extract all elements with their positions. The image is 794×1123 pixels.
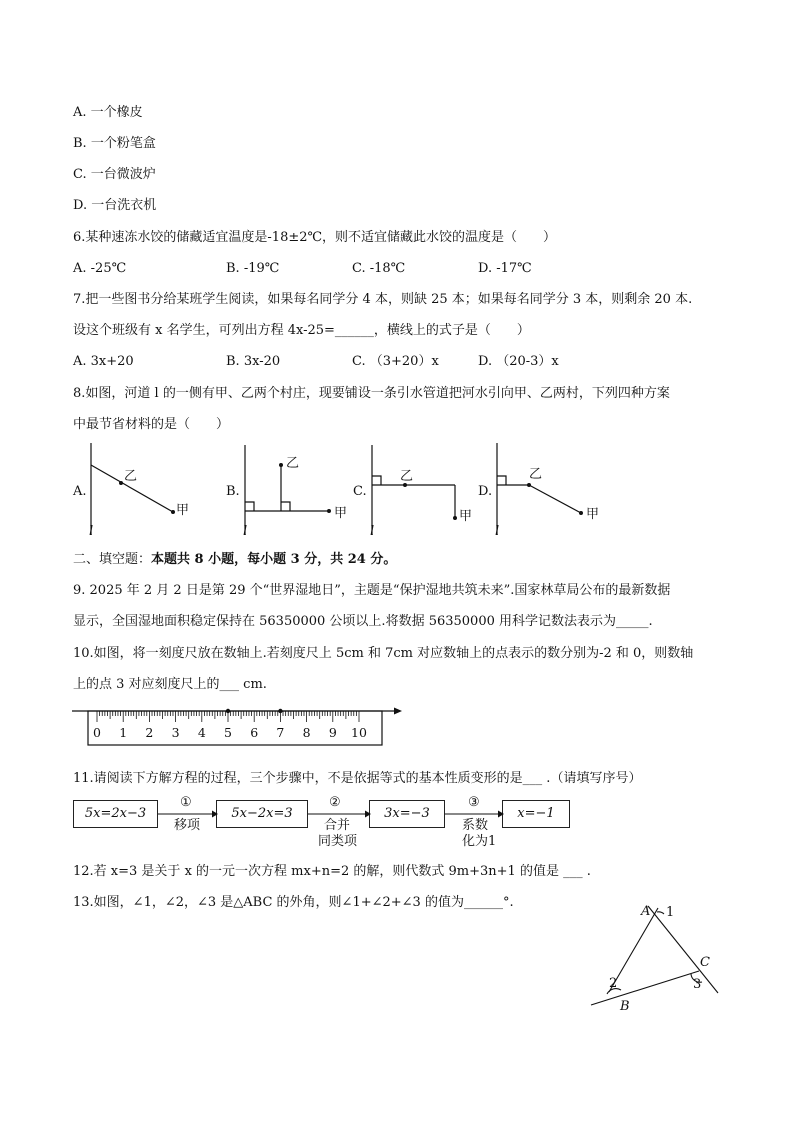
axis-point [226, 709, 230, 713]
step3-number: ③ [468, 795, 480, 810]
q8-figures [0, 440, 794, 540]
equation-box-3: 3x=−3 [369, 800, 445, 828]
angle-2-label: 2 [609, 976, 618, 991]
equation-box-2: 5x−2x=3 [216, 800, 308, 828]
q7-stem-line2: 设这个班级有 x 名学生，可列出方程 4x-25=______，横线上的式子是（ ） [73, 323, 530, 338]
ruler-number: 6 [250, 725, 259, 740]
ruler-number: 8 [302, 725, 311, 740]
q11-arrows [0, 800, 794, 830]
ruler-number: 1 [119, 725, 128, 740]
q6-stem: 6.某种速冻水饺的储藏适宜温度是-18±2℃，则不适宜储藏此水饺的温度是（ ） [73, 230, 557, 245]
ruler-number: 2 [145, 725, 154, 740]
step2-label-line2: 同类项 [318, 834, 358, 849]
q8-stem-line2: 中最节省材料的是（ ） [73, 417, 230, 432]
fig-b-jia: 甲 [334, 506, 348, 521]
fig-a-river-label: l [89, 524, 94, 539]
q13-stem: 13.如图，∠1，∠2，∠3 是△ABC 的外角，则∠1+∠2+∠3 的值为______°. [73, 895, 514, 910]
ruler-number: 5 [224, 725, 232, 740]
q9-stem-line2: 显示，全国湿地面积稳定保持在 56350000 公顷以上.将数据 56350000 用科学记数法表示为_____. [73, 614, 653, 629]
fig-d-river-label: l [495, 524, 500, 539]
fig-a-letter: A. [73, 484, 87, 499]
q9-stem-line1: 9. 2025 年 2 月 2 日是第 29 个“世界湿地日”，主题是“保护湿地共筑未来”.国家林草局公布的最新数据 [73, 583, 671, 598]
angle-1-label: 1 [666, 905, 675, 920]
section-title-label: 二、填空题： [73, 552, 152, 567]
step1-number: ① [180, 795, 192, 810]
step2-label-line1: 合并 [324, 818, 351, 833]
q10-stem-line1: 10.如图，将一刻度尺放在数轴上.若刻度尺上 5cm 和 7cm 对应数轴上的点表示的数分别为-2 和 0，则数轴 [73, 646, 694, 661]
equation-box-1: 5x=2x−3 [73, 800, 158, 828]
vertex-b-label: B [620, 999, 630, 1014]
q5-option-d: D. 一台洗衣机 [73, 198, 157, 213]
fig-d-yi: 乙 [529, 467, 543, 482]
axis-arrow [394, 708, 402, 715]
q7-option-a: A. 3x+20 [73, 354, 134, 369]
fig-b-yi: 乙 [286, 456, 300, 471]
q12-stem: 12.若 x=3 是关于 x 的一元一次方程 mx+n=2 的解，则代数式 9m+3n+1 的值是 ___ . [73, 864, 591, 879]
q13-triangle-figure [585, 898, 735, 1018]
fig-c-yi: 乙 [400, 469, 414, 484]
step3-label-line2: 化为1 [462, 834, 497, 849]
equation-box-4: x=−1 [502, 800, 570, 828]
angle-3-label: 3 [693, 977, 702, 992]
ruler-number: 7 [276, 725, 285, 740]
section-title-desc: 本题共 8 小题，每小题 3 分，共 24 分。 [151, 552, 397, 567]
ruler-body [88, 711, 382, 745]
q8-stem-line1: 8.如图，河道 l 的一侧有甲、乙两个村庄，现要铺设一条引水管道把河水引向甲、乙两村，下列四种方案 [73, 386, 670, 401]
ruler-number: 9 [328, 725, 337, 740]
step1-label: 移项 [174, 818, 201, 833]
q7-stem-line1: 7.把一些图书分给某班学生阅读，如果每名同学分 4 本，则缺 25 本；如果每名同学分 3 本，则剩余 20 本. [73, 292, 693, 307]
fig-a-jia: 甲 [176, 503, 190, 518]
q11-stem: 11.请阅读下方解方程的过程，三个步骤中，不是依据等式的基本性质变形的是___ .（请填写序号） [73, 771, 642, 786]
axis-point [278, 709, 282, 713]
q7-option-b: B. 3x-20 [226, 354, 281, 369]
ruler-number: 3 [171, 725, 180, 740]
vertex-c-label: C [700, 955, 710, 970]
fig-b-river-label: l [243, 524, 248, 539]
ruler-number: 4 [197, 725, 206, 740]
q6-option-d: D. -17℃ [478, 261, 532, 276]
fig-c-letter: C. [353, 484, 367, 499]
q5-option-c: C. 一台微波炉 [73, 167, 156, 182]
ruler-number: 10 [351, 725, 367, 740]
fig-d-jia: 甲 [586, 507, 600, 522]
step2-number: ② [329, 795, 341, 810]
step3-label-line1: 系数 [462, 818, 489, 833]
fig-a-yi: 乙 [124, 469, 138, 484]
q6-option-a: A. -25℃ [73, 261, 127, 276]
fig-c-jia: 甲 [459, 509, 473, 524]
q6-option-b: B. -19℃ [226, 261, 280, 276]
q6-option-c: C. -18℃ [352, 261, 406, 276]
ruler-number: 0 [93, 725, 101, 740]
q7-option-c: C. （3+20）x [352, 354, 439, 369]
fig-c-river-label: l [370, 524, 375, 539]
q7-option-d: D. （20-3）x [478, 354, 559, 369]
vertex-a-label: A [641, 904, 651, 919]
fig-b-letter: B. [226, 484, 240, 499]
q5-option-b: B. 一个粉笔盒 [73, 136, 156, 151]
fig-d-letter: D. [478, 484, 493, 499]
q5-option-a: A. 一个橡皮 [73, 105, 143, 120]
q10-ruler-figure [72, 704, 412, 750]
q10-stem-line2: 上的点 3 对应刻度尺上的___ cm. [73, 677, 267, 692]
section-title [73, 552, 396, 568]
